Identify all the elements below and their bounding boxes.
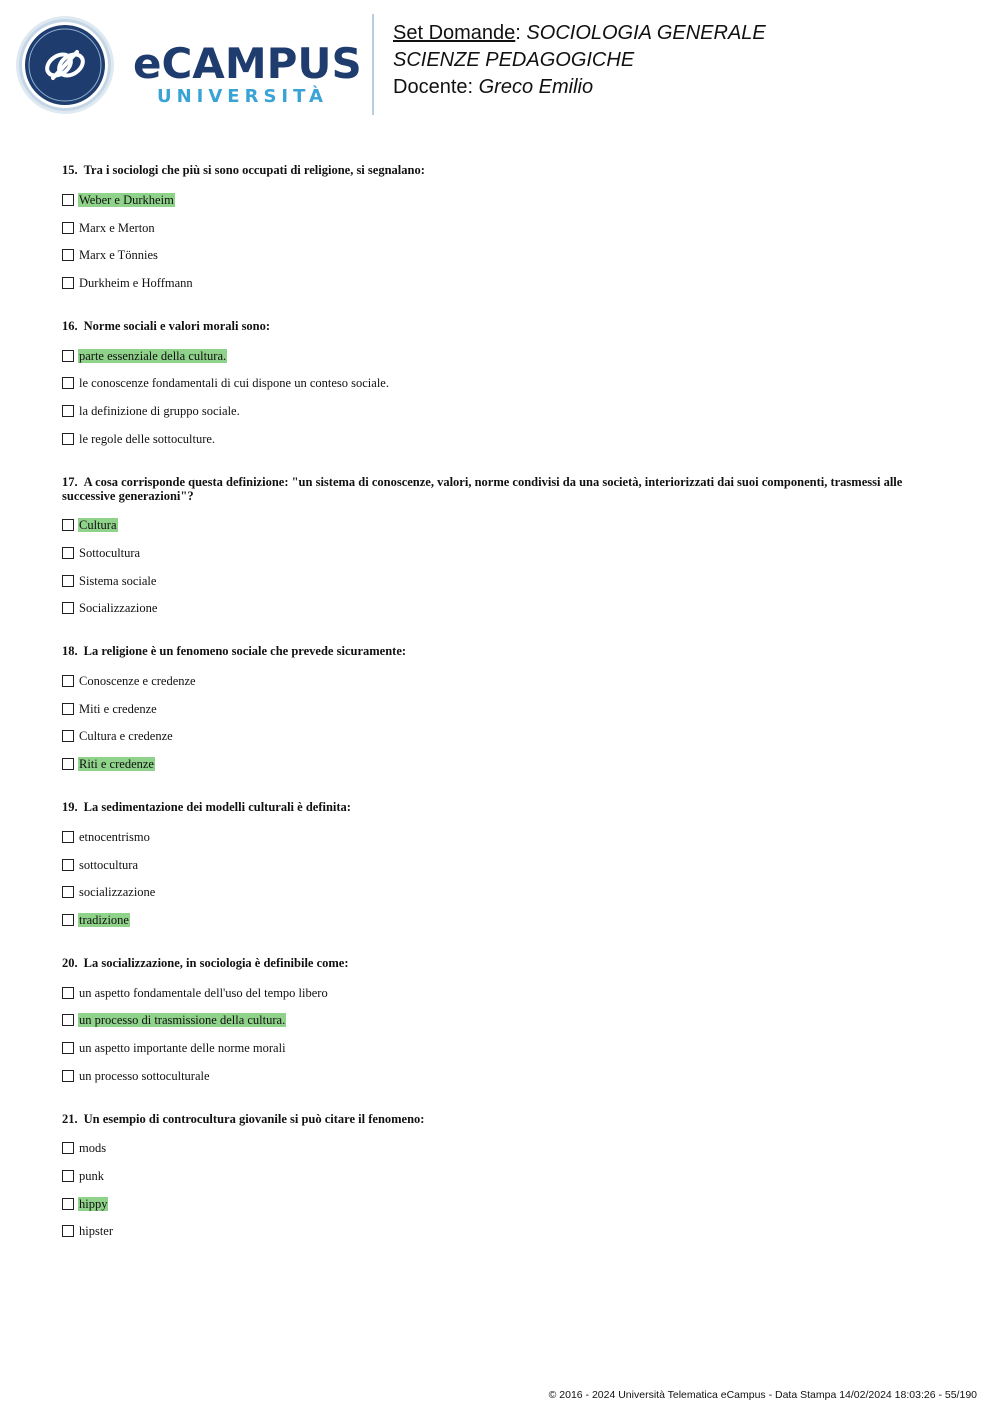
answer-text-correct: Riti e credenze (79, 757, 154, 772)
question-text (62, 956, 942, 970)
question-number: 21. (62, 1111, 78, 1126)
answer-checkbox[interactable] (62, 1142, 74, 1154)
answer-checkbox[interactable] (62, 1070, 74, 1082)
answer-text-correct: tradizione (79, 912, 129, 927)
answer-checkbox[interactable] (62, 222, 74, 234)
question-text (62, 1112, 942, 1126)
answer-checkbox[interactable] (62, 859, 74, 871)
answer-text: un aspetto importante delle norme morali (79, 1040, 286, 1055)
answer-checkbox[interactable] (62, 575, 74, 587)
answer-text: Socializzazione (79, 601, 158, 616)
answer-text: Marx e Tönnies (79, 248, 158, 263)
answer-text-correct: Cultura (79, 518, 117, 533)
question-number: 20. (62, 955, 78, 970)
answer-option[interactable] (62, 1135, 942, 1163)
page-header (0, 0, 1000, 130)
answer-option[interactable] (62, 723, 942, 751)
answer-option[interactable] (62, 750, 942, 778)
answer-option[interactable] (62, 512, 942, 540)
answer-option[interactable] (62, 539, 942, 567)
ecampus-wordmark (133, 39, 362, 108)
answer-option[interactable] (62, 214, 942, 242)
answer-option[interactable] (62, 567, 942, 595)
answer-text: hipster (79, 1224, 114, 1239)
logo-subtext: UNIVERSITÀ (157, 86, 328, 107)
answer-text: socializzazione (79, 885, 156, 900)
question-text (62, 800, 942, 814)
header-divider (372, 14, 374, 115)
answer-checkbox[interactable] (62, 703, 74, 715)
answer-option[interactable] (62, 851, 942, 879)
answer-checkbox[interactable] (62, 277, 74, 289)
answer-option[interactable] (62, 906, 942, 934)
answer-checkbox[interactable] (62, 730, 74, 742)
answer-option[interactable] (62, 1062, 942, 1090)
question-label: La sedimentazione dei modelli culturali è definita: (83, 800, 351, 814)
answer-checkbox[interactable] (62, 1014, 74, 1026)
answer-text: Durkheim e Hoffmann (79, 275, 193, 290)
answer-option[interactable] (62, 878, 942, 906)
answer-checkbox[interactable] (62, 831, 74, 843)
question-block (62, 956, 942, 1090)
answer-text: un processo sottoculturale (79, 1068, 210, 1083)
answer-checkbox[interactable] (62, 1170, 74, 1182)
answer-checkbox[interactable] (62, 886, 74, 898)
course-row (393, 47, 766, 74)
answer-checkbox[interactable] (62, 194, 74, 206)
question-label: Norme sociali e valori morali sono: (83, 318, 271, 333)
answer-text: le conoscenze fondamentali di cui dispone un conteso sociale. (79, 376, 389, 391)
answer-option[interactable] (62, 1006, 942, 1034)
logo-text: eCAMPUS (133, 39, 362, 88)
answer-checkbox[interactable] (62, 987, 74, 999)
answer-option[interactable] (62, 241, 942, 269)
question-number: 15. (62, 163, 78, 177)
question-text (62, 319, 942, 333)
answer-checkbox[interactable] (62, 914, 74, 926)
answer-checkbox[interactable] (62, 1042, 74, 1054)
answer-option[interactable] (62, 186, 942, 214)
question-block (62, 319, 942, 453)
question-block (62, 800, 942, 934)
answer-option[interactable] (62, 1190, 942, 1218)
answer-checkbox[interactable] (62, 377, 74, 389)
answer-option[interactable] (62, 397, 942, 425)
answer-checkbox[interactable] (62, 1198, 74, 1210)
answer-text: Miti e credenze (79, 701, 157, 716)
ecampus-seal-logo-icon (15, 15, 115, 115)
answer-text-correct: parte essenziale della cultura. (79, 348, 227, 363)
answer-option[interactable] (62, 1218, 942, 1246)
question-number: 17. (62, 474, 78, 489)
answer-text: sottocultura (79, 857, 139, 872)
answer-option[interactable] (62, 667, 942, 695)
set-label: Set Domande (393, 22, 516, 44)
answer-text: Marx e Merton (79, 220, 155, 235)
answer-text: Cultura e credenze (79, 729, 173, 744)
question-block (62, 1112, 942, 1246)
answer-checkbox[interactable] (62, 350, 74, 362)
answer-text-correct: un processo di trasmissione della cultura. (79, 1013, 286, 1028)
answer-option[interactable] (62, 823, 942, 851)
answer-option[interactable] (62, 425, 942, 453)
answer-text: un aspetto fondamentale dell'uso del tempo libero (79, 985, 328, 1000)
question-label: A cosa corrisponde questa definizione: "un sistema di conoscenze, valori, norme condivisi da una società, interiorizzati dai suoi componenti, trasmessi alle successive generazioni"? (62, 474, 903, 503)
question-number: 16. (62, 318, 78, 333)
answer-checkbox[interactable] (62, 1225, 74, 1237)
question-number: 19. (62, 800, 78, 814)
answer-text: la definizione di gruppo sociale. (79, 403, 240, 418)
question-label: Un esempio di controcultura giovanile si può citare il fenomeno: (83, 1111, 425, 1126)
question-label: Tra i sociologi che più si sono occupati di religione, si segnalano: (83, 163, 425, 177)
question-list (62, 163, 942, 1267)
answer-text: le regole delle sottoculture. (79, 431, 216, 446)
answer-text: Sistema sociale (79, 573, 157, 588)
teacher-row (393, 74, 766, 101)
teacher-label: Docente: (393, 76, 474, 98)
answer-checkbox[interactable] (62, 675, 74, 687)
question-number: 18. (62, 644, 78, 659)
answer-text-correct: hippy (79, 1196, 108, 1211)
answer-option[interactable] (62, 342, 942, 370)
answer-text-correct: Weber e Durkheim (79, 192, 174, 207)
answer-checkbox[interactable] (62, 602, 74, 614)
answer-text: punk (79, 1169, 104, 1184)
answer-checkbox[interactable] (62, 405, 74, 417)
answer-text: mods (79, 1141, 107, 1156)
answer-checkbox[interactable] (62, 249, 74, 261)
page-footer: © 2016 - 2024 Università Telematica eCampus - Data Stampa 14/02/2024 18:03:26 - 55/190 (548, 1389, 977, 1401)
answer-text: Sottocultura (79, 546, 141, 561)
question-text (62, 644, 942, 658)
course-name: SCIENZE PEDAGOGICHE (393, 49, 635, 71)
answer-checkbox[interactable] (62, 433, 74, 445)
answer-option[interactable] (62, 269, 942, 297)
answer-checkbox[interactable] (62, 519, 74, 531)
answer-checkbox[interactable] (62, 547, 74, 559)
subject-title: SOCIOLOGIA GENERALE (526, 22, 766, 44)
question-label: La religione è un fenomeno sociale che prevede sicuramente: (83, 644, 407, 659)
answer-option[interactable] (62, 369, 942, 397)
set-row: Set Domande: SOCIOLOGIA GENERALE (393, 22, 766, 44)
answer-option[interactable] (62, 1034, 942, 1062)
answer-text: Conoscenze e credenze (79, 674, 196, 689)
answer-option[interactable] (62, 1162, 942, 1190)
answer-text: etnocentrismo (79, 829, 150, 844)
header-info (393, 20, 766, 101)
question-block (62, 644, 942, 778)
answer-option[interactable] (62, 695, 942, 723)
answer-option[interactable] (62, 595, 942, 623)
question-label: La socializzazione, in sociologia è definibile come: (83, 955, 349, 970)
question-text (62, 475, 942, 503)
answer-checkbox[interactable] (62, 758, 74, 770)
question-block (62, 163, 942, 297)
teacher-name: Greco Emilio (478, 76, 594, 98)
answer-option[interactable] (62, 979, 942, 1007)
question-text (62, 163, 942, 177)
question-block (62, 475, 942, 623)
